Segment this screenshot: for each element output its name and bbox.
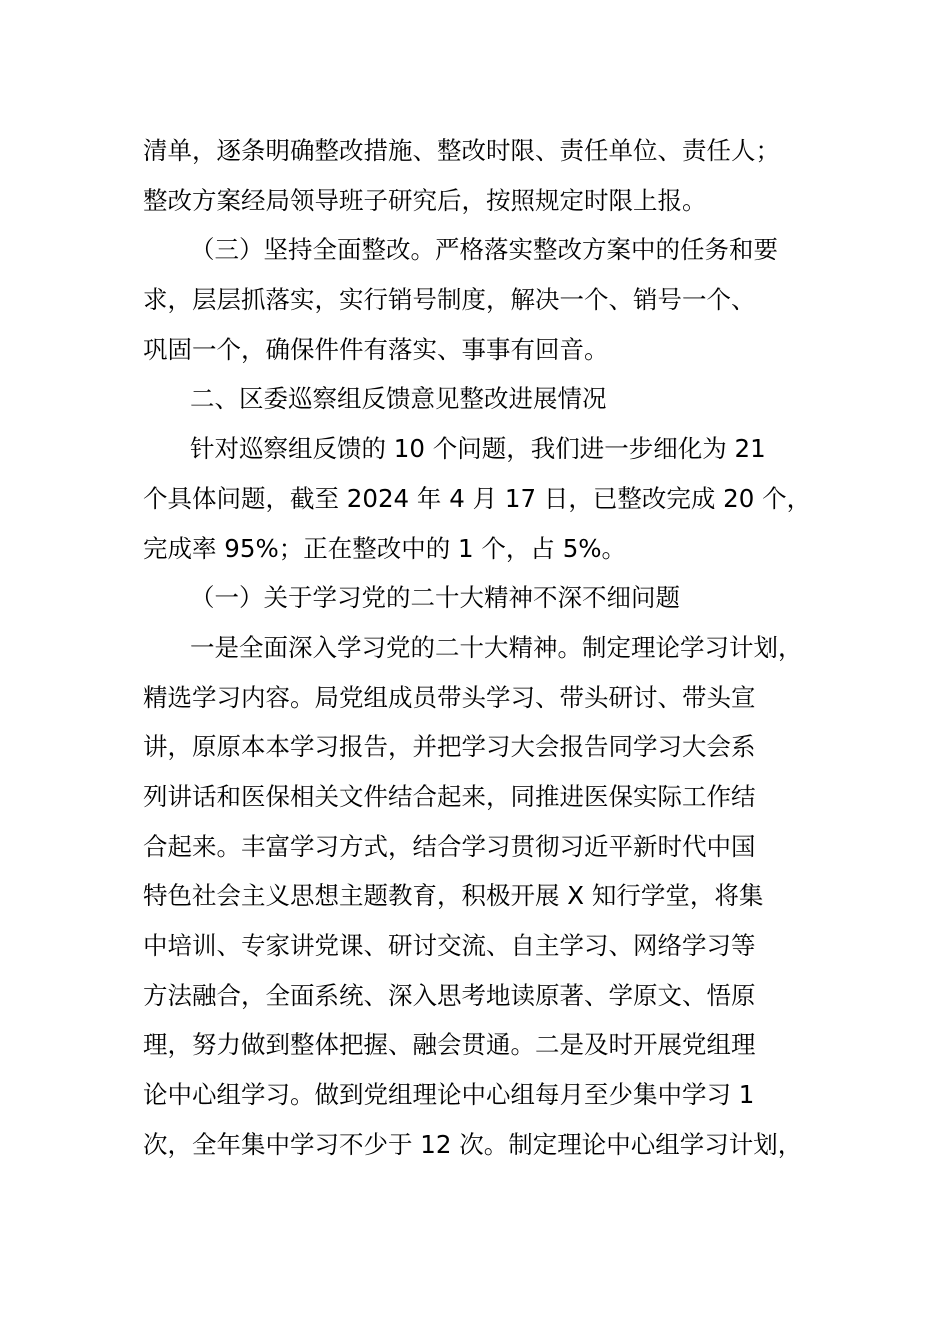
text-line: 中培训、专家讲党课、研讨交流、自主学习、网络学习等 <box>143 931 756 960</box>
subsection-heading-1: （一）关于学习党的二十大精神不深不细问题 <box>190 583 680 613</box>
text-line: 巩固一个，确保件件有落实、事事有回音。 <box>143 334 609 364</box>
text-line: 个具体问题，截至 2024 年 4 月 17 日，已整改完成 20 个， <box>143 483 812 513</box>
section-heading-2: 二、区委巡察组反馈意见整改进展情况 <box>190 384 607 414</box>
text-line: 讲，原原本本学习报告，并把学习大会报告同学习大会系 <box>143 732 756 762</box>
text-line: 一是全面深入学习党的二十大精神。制定理论学习计划， <box>190 632 803 662</box>
text-line: 次，全年集中学习不少于 12 次。制定理论中心组学习计划， <box>143 1129 803 1159</box>
text-line: 方法融合，全面系统、深入思考地读原著、学原文、悟原 <box>143 980 756 1010</box>
text-line: 列讲话和医保相关文件结合起来，同推进医保实际工作结 <box>143 781 756 811</box>
text-line: 整改方案经局领导班子研究后，按照规定时限上报。 <box>143 185 707 215</box>
text-line: 完成率 95%；正在整改中的 1 个，占 5%。 <box>143 533 627 563</box>
text-line: 求，层层抓落实，实行销号制度，解决一个、销号一个、 <box>143 285 756 315</box>
text-line: 特色社会主义思想主题教育，积极开展 X 知行学堂，将集 <box>143 881 764 911</box>
text-line: 理，努力做到整体把握、融会贯通。二是及时开展党组理 <box>143 1030 756 1060</box>
text-line: 清单，逐条明确整改措施、整改时限、责任单位、责任人； <box>143 136 780 165</box>
text-line: 针对巡察组反馈的 10 个问题，我们进一步细化为 21 <box>190 434 766 464</box>
document-body <box>143 126 823 1169</box>
paragraph-heading-3: （三）坚持全面整改。严格落实整改方案中的任务和要 <box>190 235 778 265</box>
text-line: 精选学习内容。局党组成员带头学习、带头研讨、带头宣 <box>143 682 756 712</box>
text-line: 论中心组学习。做到党组理论中心组每月至少集中学习 1 <box>143 1080 755 1110</box>
text-line: 合起来。丰富学习方式，结合学习贯彻习近平新时代中国 <box>143 831 756 861</box>
